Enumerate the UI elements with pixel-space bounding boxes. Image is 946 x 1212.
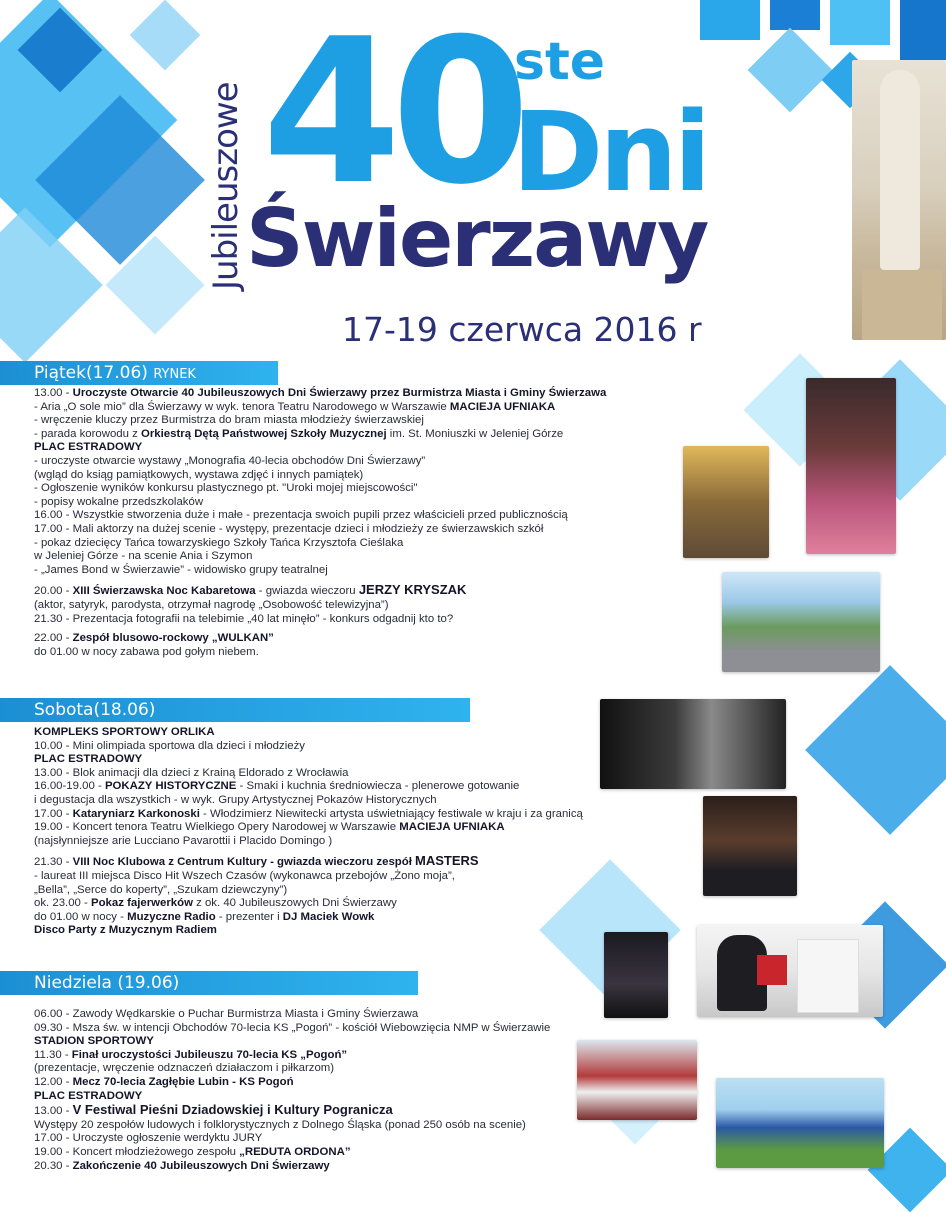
programme-line — [34, 401, 606, 415]
programme-line — [34, 1076, 550, 1090]
programme-text: im. St. Moniuszki w Jeleniej Górze — [386, 427, 564, 440]
programme-text: - Aria „O sole mio” dla Świerzawy w wyk. tenora Teatru Narodowego w Warszawie — [34, 400, 450, 413]
programme-text: 11.30 - — [34, 1048, 72, 1061]
programme-highlight: Disco Party z Muzycznym Radiem — [34, 924, 217, 937]
programme-line — [34, 455, 606, 469]
programme-highlight: STADION SPORTOWY — [34, 1035, 154, 1048]
title-jubilee: Jubileuszowe — [206, 82, 246, 290]
programme-line — [34, 1160, 550, 1174]
programme-line — [34, 428, 606, 442]
programme-text: 13.00 - — [34, 387, 73, 399]
programme-text: 20.00 - — [34, 585, 73, 598]
programme-text: - popisy wokalne przedszkolaków — [34, 495, 204, 508]
programme-text: (najsłynniejsze arie Lucciano Pavarottii i Placido Domingo ) — [34, 834, 333, 847]
masters-band-photo — [697, 925, 883, 1017]
programme-highlight: MACIEJA UFNIAKA — [449, 400, 556, 413]
programme-friday — [34, 387, 606, 659]
programme-line — [34, 509, 606, 523]
programme-highlight: Pokaz fajerwerków — [91, 897, 193, 910]
event-dates: 17-19 czerwca 2016 r — [342, 310, 702, 349]
programme-text: 17.00 - — [34, 807, 73, 820]
programme-text: „Bella”, „Serce do koperty”, „Szukam dziewczyny”) — [34, 883, 288, 896]
programme-line — [34, 387, 606, 401]
programme-line — [34, 835, 583, 849]
programme-text: - wręczenie kluczy przez Burmistrza do bram miasta młodzieży świerzawskiej — [34, 414, 424, 427]
programme-highlight: DJ Maciek Wowk — [282, 910, 375, 923]
programme-line — [34, 854, 583, 870]
football-team-photo — [716, 1078, 884, 1168]
decor-square — [830, 0, 890, 45]
programme-text: 10.00 - Mini olimpiada sportowa dla dzieci i młodzieży — [34, 739, 305, 752]
programme-highlight: Kataryniarz Karkonoski — [72, 807, 200, 820]
programme-text: z ok. 40 Jubileuszowych Dni Świerzawy — [192, 897, 397, 910]
programme-line — [34, 1062, 550, 1076]
day-banner-friday — [0, 361, 278, 385]
organ-grinder-photo — [683, 446, 769, 558]
day-banner-sunday — [0, 971, 418, 995]
programme-text: 06.00 - Zawody Wędkarskie o Puchar Burmistrza Miasta i Gminy Świerzawa — [34, 1008, 419, 1020]
programme-highlight: Zakończenie 40 Jubileuszowych Dni Świerzawy — [72, 1159, 330, 1172]
programme-text: 19.00 - Koncert tenora Teatru Wielkiego Opery Narodowej w Warszawie — [34, 821, 400, 834]
programme-highlight: JERZY KRYSZAK — [358, 582, 467, 598]
programme-line — [34, 646, 606, 660]
programme-line — [34, 1119, 550, 1133]
programme-line — [34, 870, 583, 884]
programme-line — [34, 1049, 550, 1063]
decor-diamond — [130, 0, 201, 70]
folk-group-photo — [577, 1040, 697, 1120]
programme-line — [34, 537, 606, 551]
day-place: RYNEK — [153, 367, 196, 382]
day-banner-saturday — [0, 698, 470, 722]
programme-line — [34, 740, 583, 754]
programme-text: 22.00 - — [34, 632, 73, 645]
programme-line — [34, 821, 583, 835]
programme-highlight: MASTERS — [415, 853, 479, 869]
dancers-photo — [806, 378, 896, 554]
title-number: 40 — [262, 0, 521, 229]
programme-text: - Smaki i kuchnia średniowiecza - plenerowe gotowanie — [236, 780, 520, 793]
programme-line — [34, 1146, 550, 1160]
decor-diamond — [805, 665, 946, 835]
programme-line — [34, 794, 583, 808]
programme-line — [34, 632, 606, 646]
programme-line — [34, 911, 583, 925]
programme-text: (wgląd do ksiąg pamiątkowych, wystawa zdjęć i innych pamiątek) — [34, 468, 364, 481]
programme-text: - gwiazda wieczoru — [255, 585, 359, 598]
decor-square — [900, 0, 946, 60]
programme-highlight: PLAC ESTRADOWY — [34, 441, 143, 454]
programme-line — [34, 780, 583, 794]
programme-text: w Jeleniej Górze - na scenie Ania i Szymon — [34, 550, 253, 563]
decor-diamond — [748, 28, 833, 113]
programme-highlight: PLAC ESTRADOWY — [34, 1089, 143, 1102]
programme-text: i degustacja dla wszystkich - w wyk. Grupy Artystycznej Pokazów Historycznych — [34, 793, 437, 806]
programme-line — [34, 496, 606, 510]
programme-highlight: Muzyczne Radio — [127, 910, 216, 923]
programme-line — [34, 726, 583, 740]
programme-line — [34, 1035, 550, 1049]
programme-text: - uroczyste otwarcie wystawy „Monografia 40-lecia obchodów Dni Świerzawy” — [34, 454, 426, 467]
programme-text: 16.00 - Wszystkie stworzenia duże i małe - prezentacja swoich pupili przez właścicieli przed publicznością — [34, 509, 568, 522]
programme-text: 20.30 - — [34, 1159, 73, 1172]
programme-highlight: Zespół blusowo-rockowy „WULKAN” — [72, 632, 274, 645]
day-name: Sobota(18.06) — [34, 700, 156, 720]
programme-text: - laureat III miejsca Disco Hit Wszech Czasów (wykonawca przebojów „Żono moja”, — [34, 869, 455, 882]
programme-line — [34, 583, 606, 599]
programme-highlight: Orkiestrą Dętą Państwowej Szkoły Muzycznej — [141, 427, 387, 440]
programme-line — [34, 753, 583, 767]
day-name: Piątek(17.06) — [34, 363, 148, 383]
programme-line — [34, 550, 606, 564]
programme-text: 16.00-19.00 - — [34, 780, 105, 793]
programme-line — [34, 1008, 550, 1022]
programme-line — [34, 482, 606, 496]
decor-square — [770, 0, 820, 30]
programme-text: - pokaz dziecięcy Tańca towarzyskiego Szkoły Tańca Krzysztofa Cieślaka — [34, 536, 404, 549]
title-town: Świerzawy — [246, 192, 708, 285]
decor-square — [700, 0, 760, 40]
programme-line — [34, 1132, 550, 1146]
programme-text: (prezentacje, wręczenie odznaczeń działaczom i piłkarzom) — [34, 1062, 335, 1075]
programme-text: - Ogłoszenie wyników konkursu plastycznego pt. "Uroki mojej miejscowości" — [34, 482, 418, 495]
programme-highlight: MACIEJA UFNIAKA — [399, 821, 505, 834]
programme-text: 21.30 - Prezentacja fotografii na telebimie „40 lat minęło” - konkurs odgadnij kto to? — [34, 612, 454, 625]
jerzy-kryszak-photo — [600, 699, 786, 789]
programme-text: 12.00 - — [34, 1075, 73, 1088]
programme-line — [34, 469, 606, 483]
programme-line — [34, 767, 583, 781]
programme-text: - Włodzimierz Niewitecki artysta uświetniający festiwale w kraju i za granicą — [199, 807, 583, 820]
programme-text: 09.30 - Msza św. w intencji Obchodów 70-lecia KS „Pogoń” - kościół Wiebowzięcia NMP w Świerzawie — [34, 1021, 551, 1034]
theatre-parade-photo — [722, 572, 880, 672]
programme-line — [34, 599, 606, 613]
tenor-photo — [703, 796, 797, 896]
programme-line — [34, 1090, 550, 1104]
programme-line — [34, 441, 606, 455]
programme-highlight: KOMPLEKS SPORTOWY ORLIKA — [34, 726, 215, 738]
programme-text: - parada korowodu z — [34, 427, 142, 440]
programme-highlight: „REDUTA ORDONA” — [239, 1145, 351, 1158]
programme-highlight: PLAC ESTRADOWY — [34, 753, 143, 766]
programme-line — [34, 564, 606, 578]
title-suffix: ste — [514, 32, 606, 92]
programme-line — [34, 808, 583, 822]
programme-text: - prezenter i — [215, 910, 283, 923]
programme-highlight: Mecz 70-lecia Zagłębie Lubin - KS Pogoń — [72, 1075, 294, 1088]
programme-line — [34, 523, 606, 537]
programme-highlight: XIII Świerzawska Noc Kabaretowa — [72, 585, 256, 598]
programme-highlight: VIII Noc Klubowa z Centrum Kultury - gwiazda wieczoru zespół — [72, 856, 416, 869]
programme-saturday — [34, 726, 583, 938]
programme-text: Występy 20 zespołów ludowych i folklorystycznych z Dolnego Śląska (ponad 250 osób na scenie) — [34, 1118, 526, 1131]
programme-highlight: Uroczyste Otwarcie 40 Jubileuszowych Dni Świerzawy przez Burmistrza Miasta i Gminy Świerzawa — [72, 387, 607, 399]
programme-highlight: V Festiwal Pieśni Dziadowskiej i Kultury Pogranicza — [72, 1102, 393, 1118]
programme-line — [34, 1103, 550, 1119]
programme-line — [34, 897, 583, 911]
programme-text: 17.00 - Uroczyste ogłoszenie werdyktu JURY — [34, 1132, 263, 1145]
programme-highlight: POKAZY HISTORYCZNE — [104, 780, 237, 793]
programme-text: ok. 23.00 - — [34, 897, 91, 910]
title-dni: Dni — [512, 88, 708, 216]
statue-image — [852, 60, 946, 340]
programme-text: 13.00 - Blok animacji dla dzieci z Krainą Eldorado z Wrocławia — [34, 766, 349, 779]
programme-text: do 01.00 w nocy - — [34, 910, 128, 923]
programme-text: (aktor, satyryk, parodysta, otrzymał nagrodę „Osobowość telewizyjna”) — [34, 598, 389, 611]
programme-text: - „James Bond w Świerzawie” - widowisko grupy teatralnej — [34, 563, 328, 576]
programme-line — [34, 884, 583, 898]
programme-sunday — [34, 1008, 550, 1173]
programme-line — [34, 613, 606, 627]
programme-text: 19.00 - Koncert młodzieżowego zespołu — [34, 1145, 240, 1158]
programme-text: 17.00 - Mali aktorzy na dużej scenie - występy, prezentacje dzieci i młodzieży ze świerzawskich szkół — [34, 522, 544, 535]
programme-highlight: Finał uroczystości Jubileuszu 70-lecia KS „Pogoń” — [71, 1048, 348, 1061]
programme-line — [34, 1022, 550, 1036]
day-name: Niedziela (19.06) — [34, 973, 180, 993]
programme-line — [34, 924, 583, 938]
programme-line — [34, 414, 606, 428]
programme-text: do 01.00 w nocy zabawa pod gołym niebem. — [34, 645, 259, 658]
programme-text: 13.00 - — [34, 1105, 73, 1118]
dj-photo — [604, 932, 668, 1018]
programme-text: 21.30 - — [34, 856, 73, 869]
